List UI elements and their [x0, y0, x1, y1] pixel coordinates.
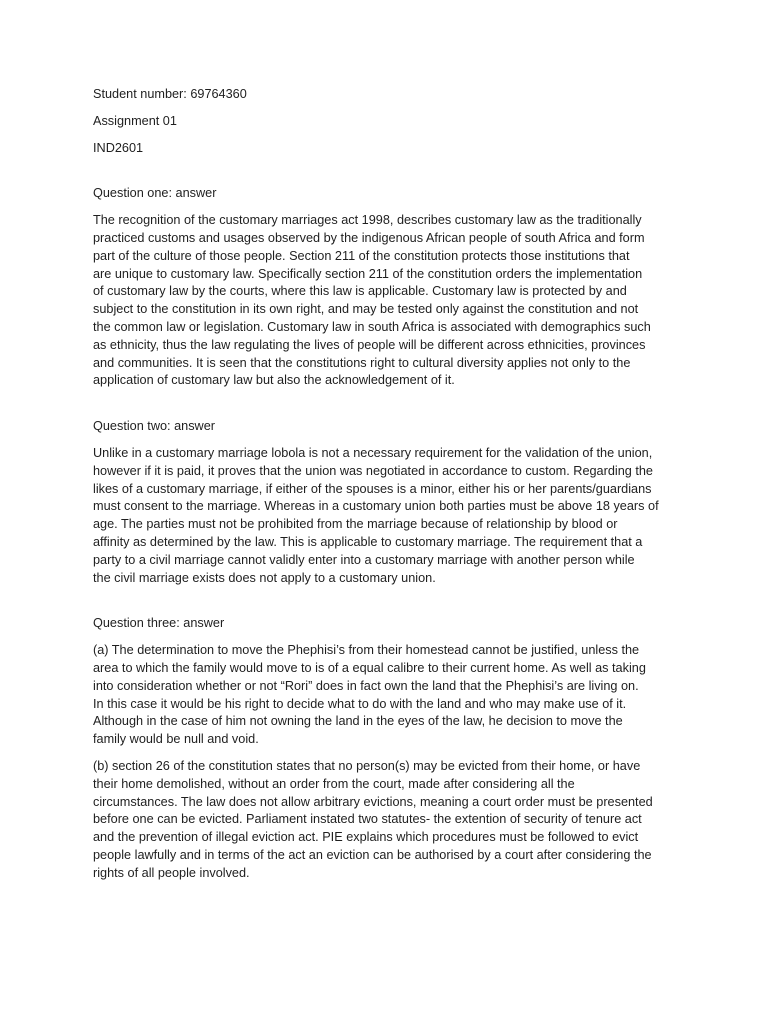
document-header: [93, 86, 678, 157]
student-number: Student number: 69764360: [93, 87, 247, 101]
question-two-paragraph: [93, 445, 678, 587]
text-line: subject to the constitution in its own right, and may be tested only against the constitution and not: [93, 302, 639, 317]
question-one-section: [93, 185, 678, 390]
text-line: the civil marriage exists does not apply to a customary union.: [93, 570, 436, 585]
text-line: age. The parties must not be prohibited from the marriage because of relationship by blood or: [93, 517, 618, 532]
module-code: IND2601: [93, 140, 144, 155]
text-line: (a) The determination to move the Phephisi’s from their homestead cannot be justified, unless the: [93, 643, 640, 658]
assignment-title: Assignment 01: [93, 113, 177, 128]
text-line: however if it is paid, it proves that the union was negotiated in accordance to custom. Regarding the: [93, 463, 653, 478]
text-line: before one can be evicted. Parliament instated two statutes- the extention of security of tenure act: [93, 812, 642, 827]
text-line: application of customary law but also the acknowledgement of it.: [93, 373, 455, 388]
text-line: must consent to the marriage. Whereas in a customary union both parties must be above 18 years of: [93, 499, 659, 514]
text-line: and the prevention of illegal eviction act. PIE explains which procedures must be followed to evict: [93, 830, 639, 845]
text-line: Although in the case of him not owning the land in the eyes of the law, he decision to move the: [93, 714, 623, 729]
text-line: affinity as determined by the law. This is applicable to customary marriage. The requirement that a: [93, 534, 643, 549]
text-line: and communities. It is seen that the constitutions right to cultural diversity applies not only to the: [93, 355, 631, 370]
question-three-part-b: [93, 758, 678, 883]
text-line: likes of a customary marriage, if either of the spouses is a minor, either his or her parents/guardians: [93, 481, 652, 496]
text-line: people lawfully and in terms of the act an eviction can be authorised by a court after considering the: [93, 847, 652, 862]
question-three-heading: Question three: answer: [93, 616, 225, 631]
text-line: the common law or legislation. Customary law in south Africa is associated with demographics such: [93, 319, 651, 334]
text-line: are unique to customary law. Specifically section 211 of the constitution orders the implementation: [93, 266, 643, 281]
text-line: Unlike in a customary marriage lobola is not a necessary requirement for the validation of the union,: [93, 445, 653, 460]
text-line: party to a civil marriage cannot validly enter into a customary marriage with another person while: [93, 552, 635, 567]
text-line: In this case it would be his right to decide what to do with the land and who may make use of it.: [93, 696, 627, 711]
text-line: (b) section 26 of the constitution states that no person(s) may be evicted from their home, or have: [93, 758, 641, 773]
question-one-heading: Question one: answer: [93, 186, 217, 201]
text-line: practiced customs and usages observed by the indigenous African people of south Africa and form: [93, 230, 645, 245]
question-one-paragraph: [93, 212, 678, 390]
text-line: of customary law by the courts, where this law is applicable. Customary law is protected by and: [93, 284, 627, 299]
question-two-section: [93, 418, 678, 587]
text-line: part of the culture of those people. Section 211 of the constitution protects those institutions that: [93, 248, 630, 263]
text-line: into consideration whether or not “Rori” does in fact own the land that the Phephisi’s are living on.: [93, 678, 639, 693]
question-two-heading: Question two: answer: [93, 419, 215, 434]
question-three-part-a: [93, 642, 678, 749]
text-line: area to which the family would move to is of a equal calibre to their current home. As well as taking: [93, 660, 646, 675]
text-line: their home demolished, without an order from the court, made after considering all the: [93, 776, 575, 791]
text-line: family would be null and void.: [93, 732, 259, 747]
text-line: The recognition of the customary marriages act 1998, describes customary law as the traditionally: [93, 213, 642, 228]
text-line: as ethnicity, thus the law regulating the lives of people will be different across ethnicities, provinces: [93, 337, 646, 352]
text-line: circumstances. The law does not allow arbitrary evictions, meaning a court order must be presented: [93, 794, 653, 809]
question-three-section: [93, 615, 678, 882]
text-line: rights of all people involved.: [93, 865, 250, 880]
